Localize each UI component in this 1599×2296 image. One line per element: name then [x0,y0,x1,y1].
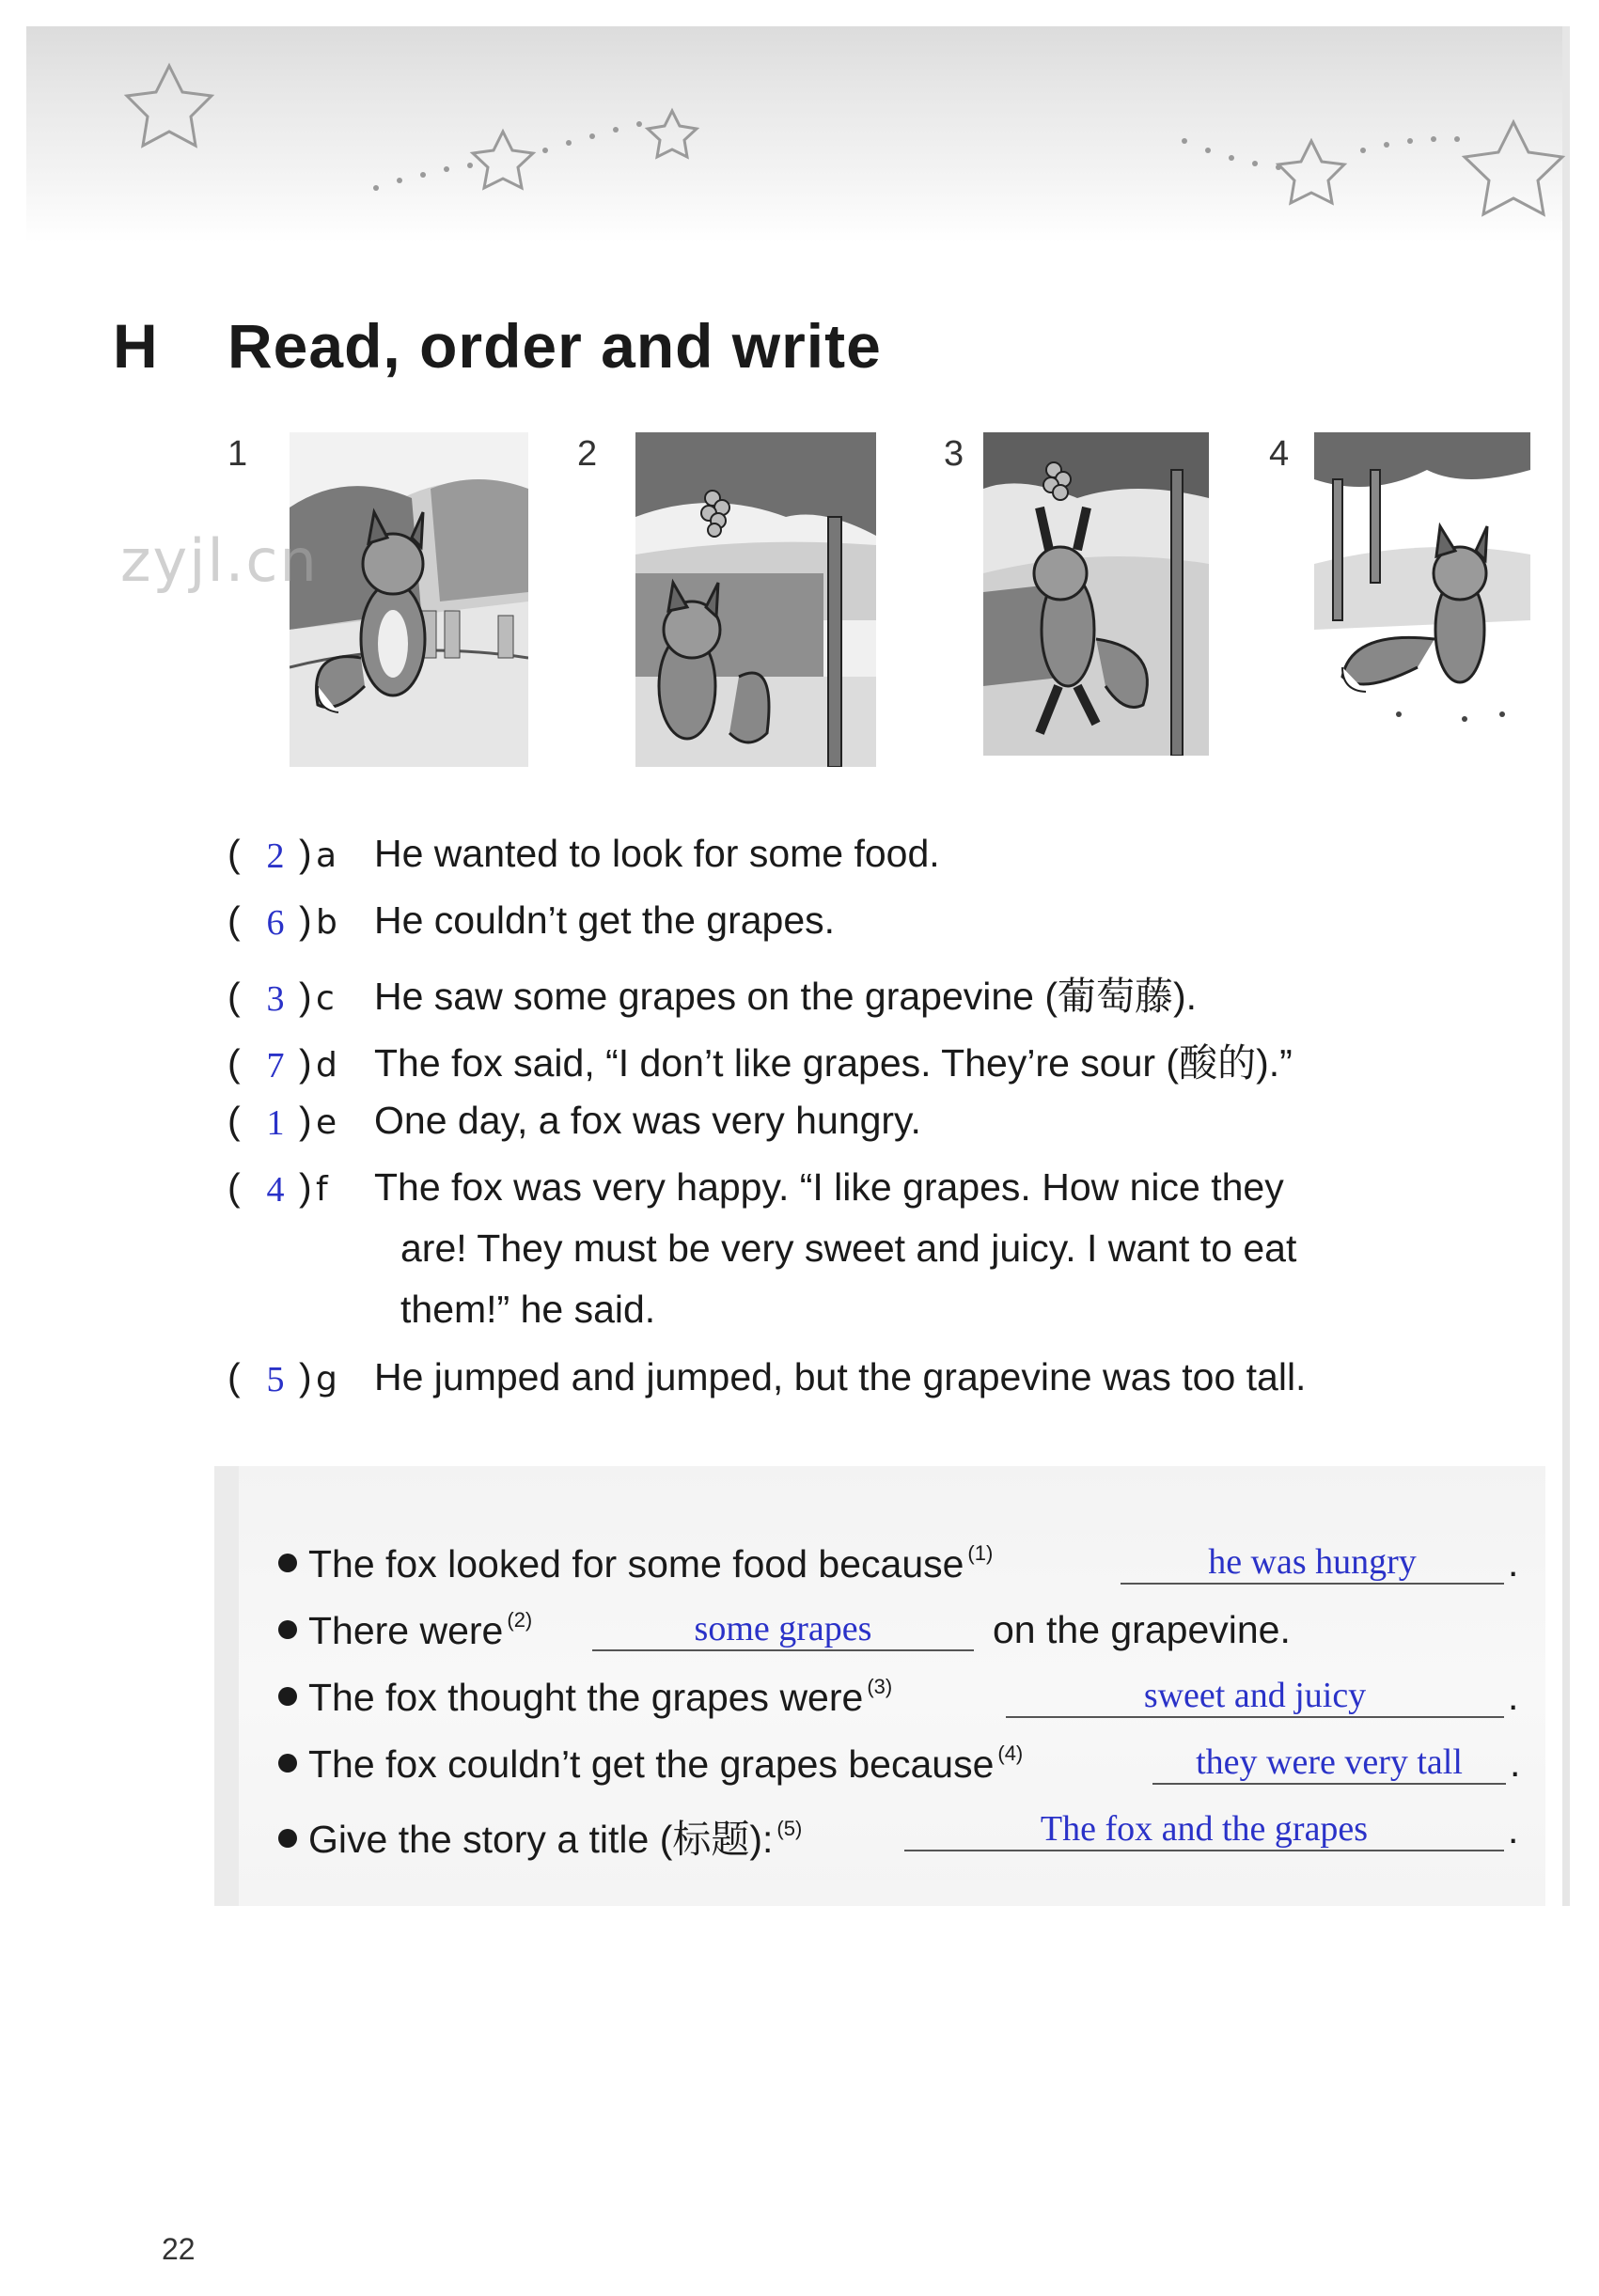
picture-number: 3 [944,434,964,474]
picture-fox-on-path [290,432,528,767]
fill-in-text: The fox looked for some food because [308,1542,964,1585]
sentence-letter: d [316,1046,337,1085]
picture-number: 2 [577,434,598,474]
sentence-letter: f [316,1170,328,1209]
picture-fox-walking-away [1314,432,1530,733]
fill-in-line [278,1808,802,1864]
blank-number: (2) [507,1608,533,1632]
bullet-icon [278,1829,297,1848]
star-icon [127,66,212,146]
answer-bracket[interactable]: ( 5 ) [227,1355,312,1399]
sentence-letter: c [316,979,335,1018]
fill-in-text: Give the story a title (标题): [308,1818,774,1861]
blank-number: (5) [776,1817,803,1840]
answer-blank[interactable]: he was hungry [1121,1541,1504,1585]
watermark: zyjl.cn [120,526,319,595]
bullet-icon [278,1754,297,1773]
order-sentence [227,832,940,876]
picture-number: 1 [227,434,248,474]
sentence-text: He wanted to look for some food. [374,832,940,875]
order-sentence [227,965,1197,1021]
answer-bracket[interactable]: ( 1 ) [227,1099,312,1143]
panel-edge [214,1466,239,1906]
answer-blank[interactable]: The fox and the grapes [904,1808,1504,1851]
fill-in-end: on the grapevine. [993,1608,1291,1651]
fill-in-line [278,1608,532,1653]
section-title: Read, order and write [227,311,882,381]
answer-blank[interactable]: some grapes [592,1608,974,1651]
picture-fox-sees-grapes [635,432,876,767]
sentence-continuation: are! They must be very sweet and juicy. I want to eat [400,1226,1297,1270]
order-sentence [227,1165,1284,1210]
sentence-text: One day, a fox was very hungry. [374,1099,921,1142]
sentence-continuation: them!” he said. [400,1288,656,1331]
blank-number: (4) [997,1742,1024,1765]
fill-in-end: . [1508,1808,1519,1851]
answer-bracket[interactable]: ( 6 ) [227,898,312,943]
sentence-text: He saw some grapes on the grapevine (葡萄藤). [374,975,1198,1018]
order-answer: 1 [266,1103,285,1143]
fill-in-line [278,1675,892,1720]
bullet-icon [278,1620,297,1639]
sentence-text: He couldn’t get the grapes. [374,898,836,942]
answer-blank[interactable]: they were very tall [1152,1742,1506,1785]
order-answer: 4 [266,1170,285,1210]
order-sentence [227,898,835,943]
answer-bracket[interactable]: ( 7 ) [227,1041,312,1086]
bullet-icon [278,1687,297,1706]
section-heading [113,310,882,382]
bullet-icon [278,1554,297,1572]
order-sentence [227,1355,1306,1399]
fill-in-line [278,1541,993,1586]
answer-blank[interactable]: sweet and juicy [1006,1675,1504,1718]
picture-number: 4 [1269,434,1290,474]
star-icon [473,132,533,188]
sentence-text: The fox said, “I don’t like grapes. They’re sour (酸的).” [374,1041,1293,1085]
blank-number: (1) [967,1541,994,1565]
star-icon [1465,122,1562,214]
fill-in-text: The fox couldn’t get the grapes because [308,1742,995,1786]
order-answer: 3 [266,979,285,1019]
order-answer: 7 [266,1046,285,1086]
fill-in-text: There were [308,1609,504,1652]
sentence-letter: g [316,1360,337,1398]
sentence-text: The fox was very happy. “I like grapes. How nice they [374,1165,1284,1209]
star-icon [1278,141,1344,203]
page-edge-strip [1562,26,1570,1906]
page-number: 22 [162,2232,196,2266]
blank-number: (3) [867,1675,893,1698]
sentence-letter: a [316,836,337,875]
answer-bracket[interactable]: ( 4 ) [227,1165,312,1210]
fill-in-line [278,1742,1023,1787]
order-answer: 2 [266,836,285,876]
fill-in-text: The fox thought the grapes were [308,1676,864,1719]
picture-fox-jumping [983,432,1209,756]
fill-in-end: . [1508,1675,1519,1718]
sentence-letter: e [316,1103,337,1142]
order-sentence [227,1032,1293,1087]
section-letter: H [113,311,159,381]
order-answer: 5 [266,1360,285,1399]
answer-bracket[interactable]: ( 3 ) [227,975,312,1019]
order-sentence [227,1099,921,1143]
star-icon [648,111,697,157]
order-answer: 6 [266,903,285,943]
fill-in-end: . [1508,1541,1519,1585]
answer-bracket[interactable]: ( 2 ) [227,832,312,876]
fill-in-end: . [1510,1742,1521,1785]
sentence-text: He jumped and jumped, but the grapevine was too tall. [374,1355,1307,1398]
sentence-letter: b [316,903,337,942]
